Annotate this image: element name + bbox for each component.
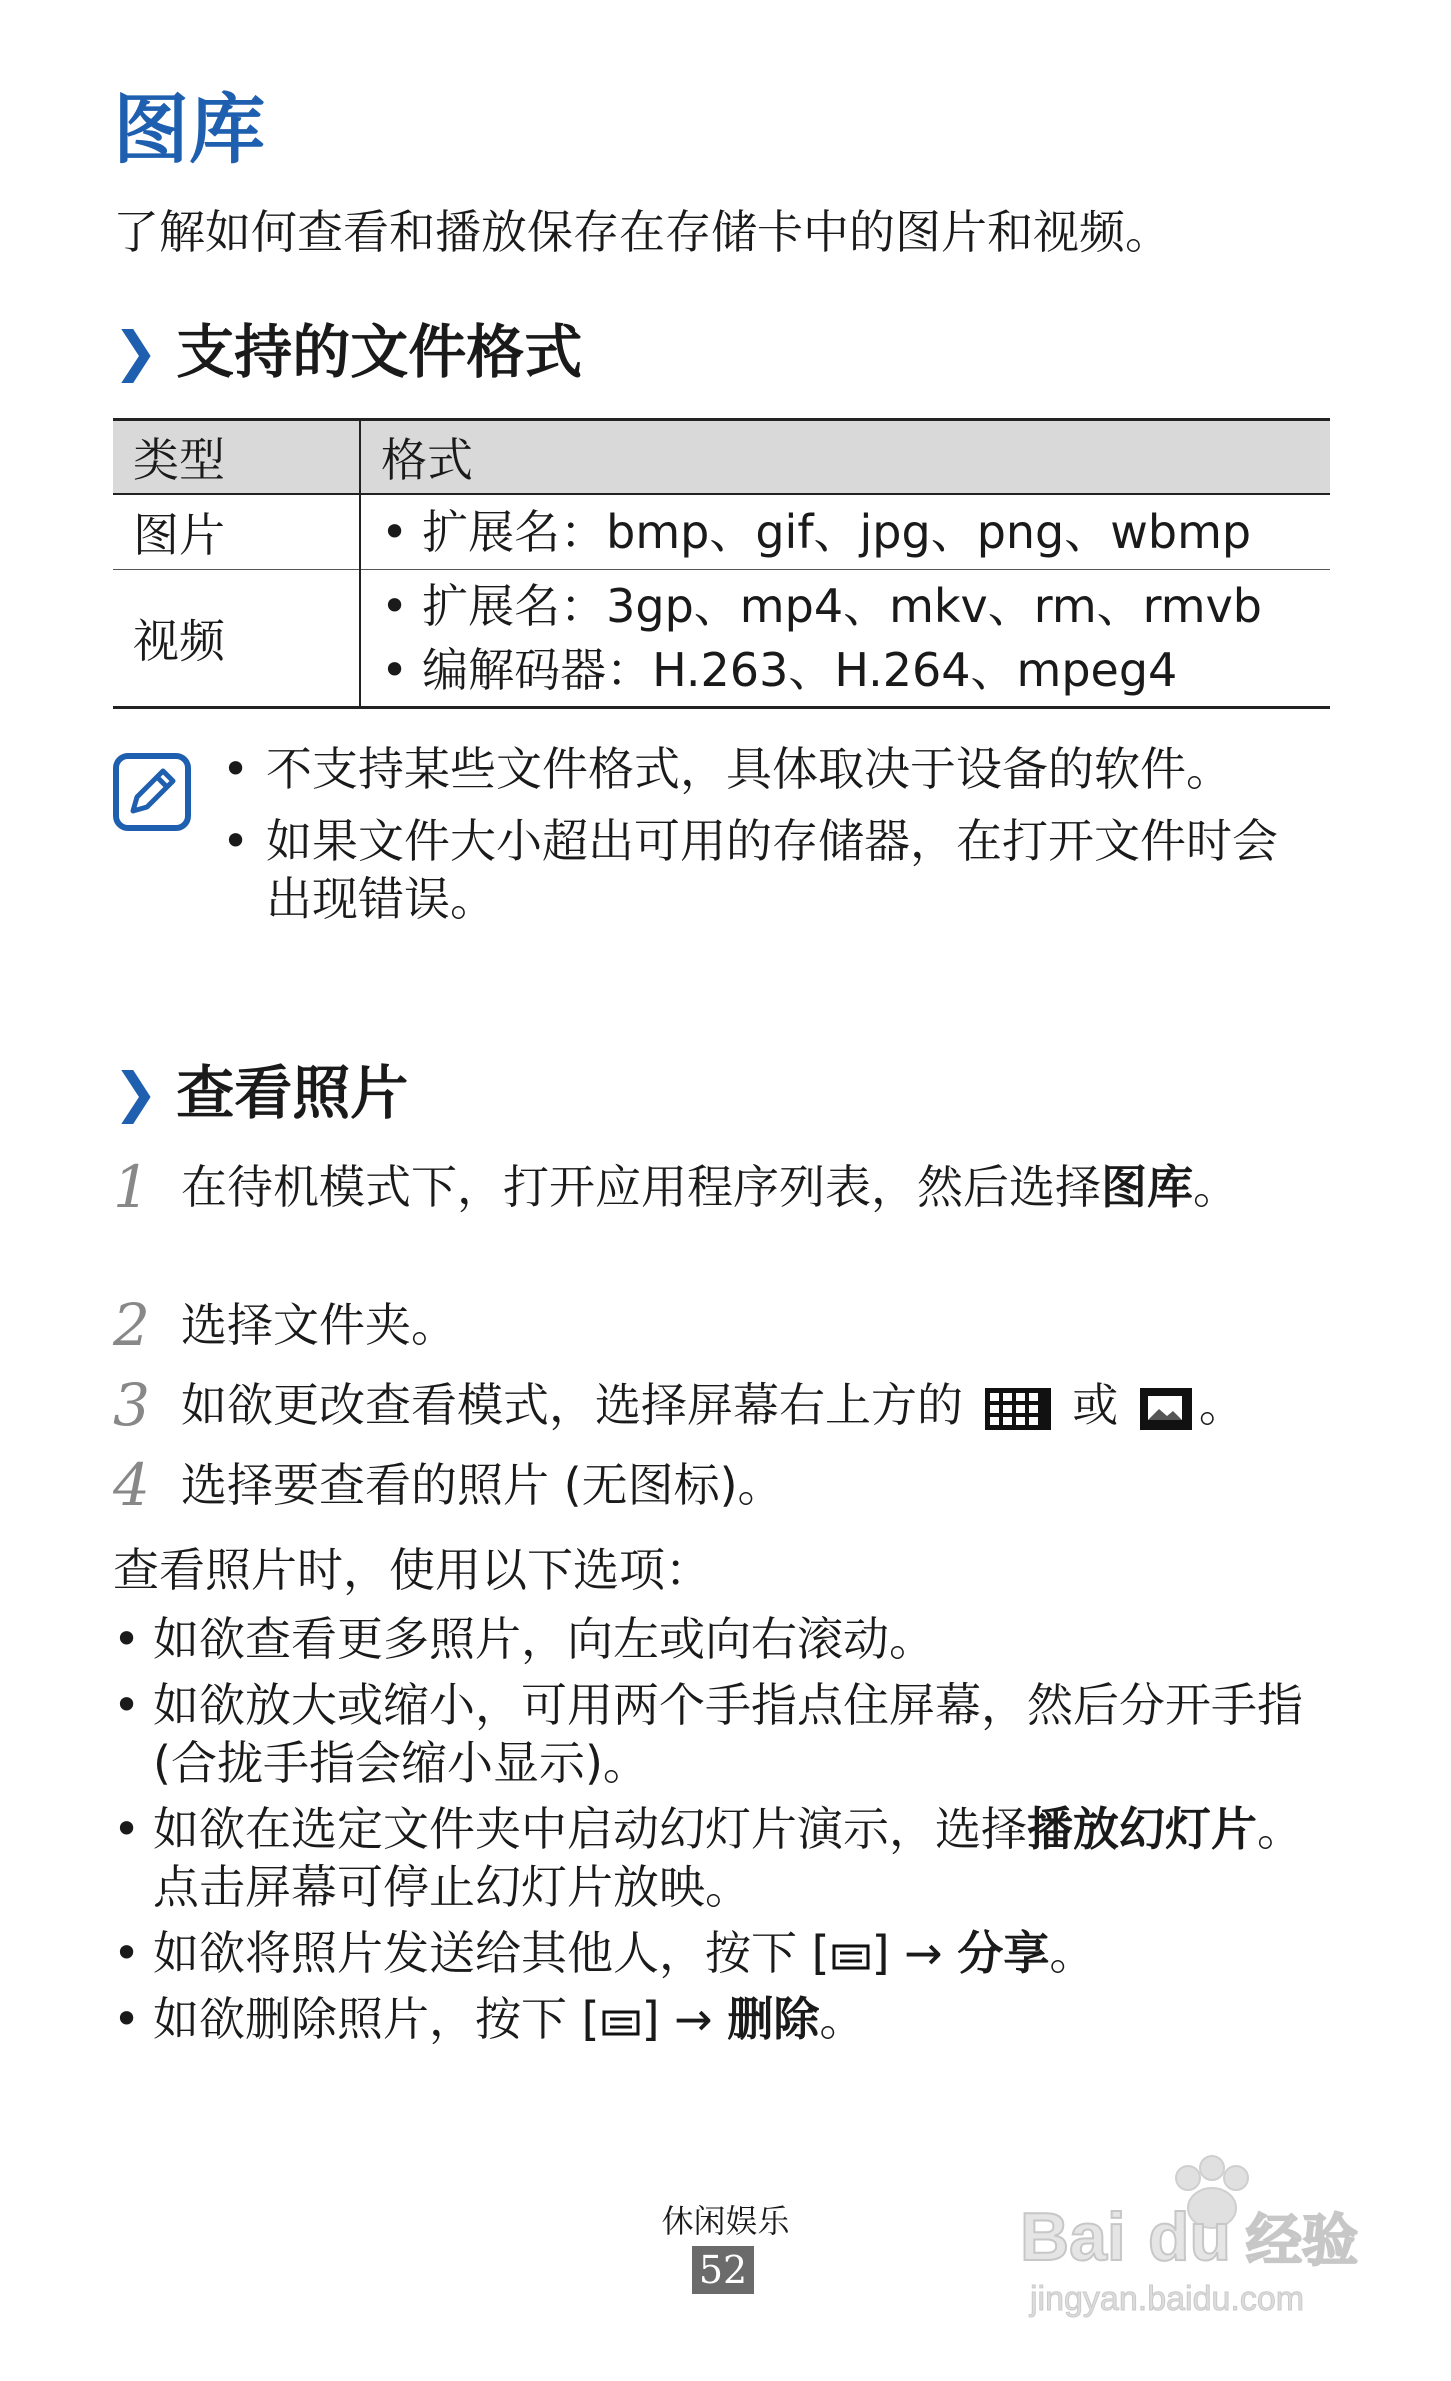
table-header-type: 类型 [113, 420, 360, 494]
option-arrow: ] → [871, 1926, 958, 1980]
menu-key-icon [832, 1943, 870, 1971]
table-cell-type: 图片 [113, 494, 360, 570]
table-cell-type: 视频 [113, 570, 360, 708]
table-header-format: 格式 [381, 432, 473, 487]
album-view-icon [1139, 1387, 1193, 1431]
svg-text:jingyan.baidu.com: jingyan.baidu.com [1030, 2280, 1305, 2318]
option-item [113, 1990, 1343, 2048]
format-item: • 扩展名：bmp、gif、jpg、png、wbmp [381, 500, 1310, 564]
table-row [113, 494, 1330, 570]
step-text-tail: 。 [1198, 1378, 1245, 1432]
intro-text: 了解如何查看和播放保存在存储卡中的图片和视频。 [113, 205, 1171, 259]
step-text-main: 如欲更改查看模式，选择屏幕右上方的 [181, 1378, 963, 1432]
formats-table [113, 418, 1330, 709]
option-text: 如欲在选定文件夹中启动幻灯片演示，选择 [153, 1802, 1027, 1856]
option-arrow: ] → [641, 1992, 728, 2046]
page-title: 图库 [113, 85, 265, 174]
grid-view-icon [984, 1387, 1052, 1431]
step-number: 3 [113, 1371, 150, 1439]
options-intro: 查看照片时，使用以下选项： [113, 1543, 711, 1597]
format-item: • 扩展名：3gp、mp4、mkv、rm、rmvb [381, 574, 1310, 638]
baidu-watermark-logo [1010, 2150, 1390, 2320]
step-text [181, 1158, 1239, 1216]
option-item: • 如欲放大或缩小，可用两个手指点住屏幕，然后分开手指 (合拢手指会缩小显示)。 [113, 1676, 1343, 1792]
option-bold: 删除 [727, 1992, 820, 2046]
table-cell-formats [360, 570, 1330, 708]
option-item [113, 1800, 1343, 1916]
format-item: • 编解码器：H.263、H.264、mpeg4 [381, 638, 1310, 702]
section-heading-label: 支持的文件格式 [176, 318, 583, 386]
section-heading-view-photos [113, 1059, 409, 1127]
option-bold: 播放幻灯片 [1027, 1802, 1257, 1856]
step-text: 选择要查看的照片 (无图标)。 [181, 1458, 784, 1512]
option-item [113, 1924, 1343, 1982]
step-number: 1 [113, 1153, 150, 1221]
menu-key-icon [602, 2009, 640, 2037]
option-text: 如欲删除照片，按下 [ [153, 1992, 600, 2046]
step-text [181, 1376, 1245, 1434]
option-text: 如欲将照片发送给其他人，按下 [ [153, 1926, 830, 1980]
page-number: 52 [692, 2246, 754, 2294]
svg-text:经验: 经验 [1246, 2209, 1358, 2274]
table-cell-formats [360, 494, 1330, 570]
footer-section-name: 休闲娱乐 [661, 2202, 790, 2240]
section-heading-label: 查看照片 [176, 1059, 409, 1127]
step-number: 4 [113, 1451, 150, 1519]
chevron-right-icon: ❯ [113, 1061, 159, 1124]
option-tail: 。 [819, 1992, 866, 2046]
options-list [113, 1610, 1343, 2056]
step-item [113, 1153, 1343, 1221]
table-header-row [113, 420, 1330, 494]
note-list [222, 740, 1322, 942]
option-bold: 分享 [957, 1926, 1050, 1980]
step-text-tail: 。 [1193, 1160, 1239, 1214]
step-text-or: 或 [1072, 1378, 1119, 1432]
step-item [113, 1291, 1343, 1359]
option-item: • 如欲查看更多照片，向左或向右滚动。 [113, 1610, 1343, 1668]
section-heading-formats [113, 318, 583, 386]
step-number: 2 [113, 1291, 150, 1359]
note-item: • 如果文件大小超出可用的存储器，在打开文件时会出现错误。 [222, 812, 1322, 928]
step-text-main: 在待机模式下，打开应用程序列表，然后选择 [181, 1160, 1101, 1214]
step-item [113, 1451, 1343, 1519]
step-bold: 图库 [1101, 1160, 1193, 1214]
step-item [113, 1371, 1343, 1439]
chevron-right-icon: ❯ [113, 320, 159, 383]
svg-text:Bai: Bai [1020, 2199, 1126, 2275]
option-tail: 。点击屏幕可停止幻灯片放映。 [153, 1802, 1303, 1914]
note-item: • 不支持某些文件格式，具体取决于设备的软件。 [222, 740, 1322, 798]
note-pencil-icon [113, 753, 191, 831]
svg-text:du: du [1148, 2199, 1232, 2275]
step-text: 选择文件夹。 [181, 1298, 457, 1352]
option-tail: 。 [1049, 1926, 1096, 1980]
table-row [113, 570, 1330, 708]
